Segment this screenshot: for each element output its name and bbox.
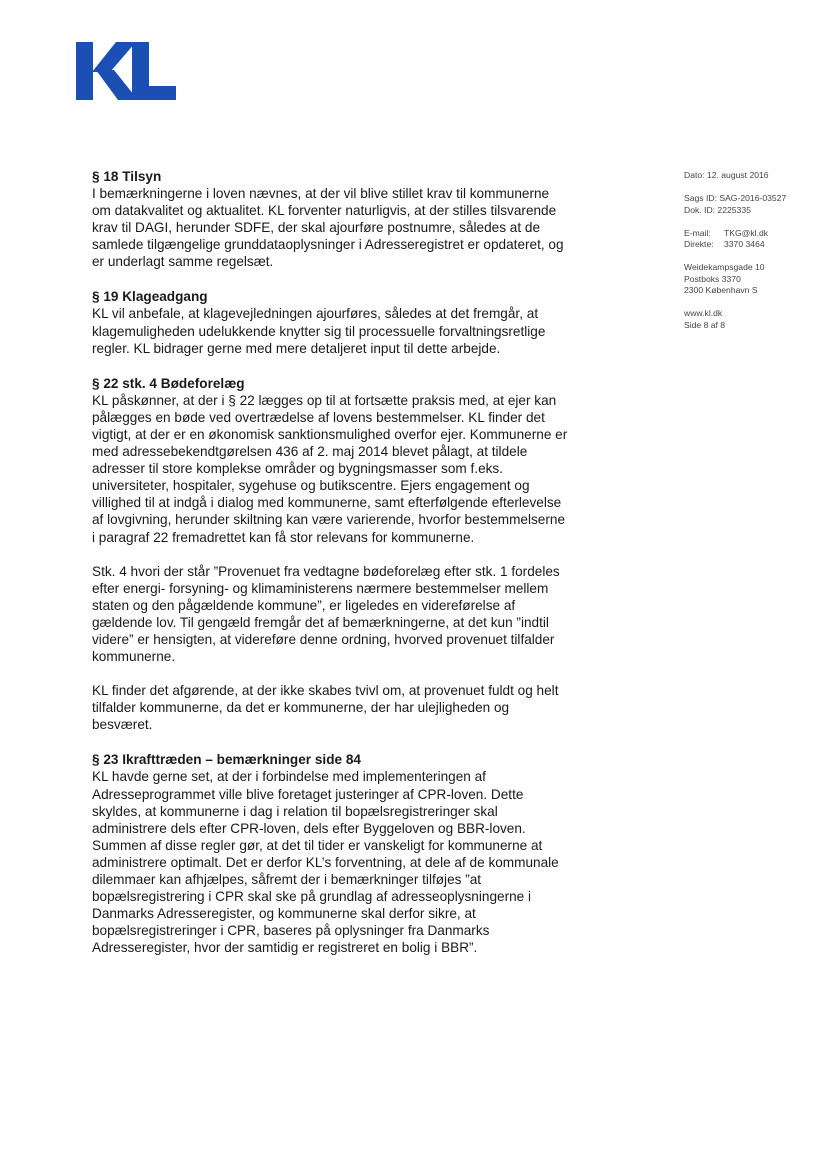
letter-meta — [684, 170, 814, 343]
phone-value: 3370 3464 — [724, 239, 765, 250]
email-row — [684, 228, 814, 239]
section-paragraph: KL påskønner, at der i § 22 lægges op til at fortsætte praksis med, at ejer kan pålægges en bøde ved overtrædelse af lovens bestemmelser. KL finder det vigtigt, at der er en økonomisk sanktionsmulighed overfor ejer. Kommunerne er med adressebekendtgørelsen 436 af 2. maj 2014 blevet pålagt, at tildele adresser til store komplekse områder og bygningsmasser som f.eks. universiteter, hospitaler, sygehuse og butikscentre. Ejers engagement og villighed til at indgå i dialog med kommunerne, samt efterfølgende efterlevelse af lovgivning, herunder skiltning kan være varierende, hvorfor bestemmelserne i paragraf 22 fremadrettet kan få stor relevans for kommunerne. — [92, 392, 568, 545]
address-line-1: Weidekampsgade 10 — [684, 262, 765, 273]
section-paragraph: Stk. 4 hvori der står ”Provenuet fra vedtagne bødeforelæg efter stk. 1 fordeles efter energi- forsyning- og klimaministerens nærmere bestemmelser mellem staten og den pågældende kommune”, er ligeledes en videreførelse af gældende lov. Til gengæld fremgår det af bemærkningerne, at det kun ”indtil videre” er hensigten, at videreføre denne ordning, hvorved provenuet tilfalder kommunerne. — [92, 563, 560, 665]
kl-logo — [76, 40, 176, 104]
email-label: E-mail: — [684, 227, 711, 238]
document-id: Dok. ID: 2225335 — [684, 204, 751, 215]
email-value[interactable]: TKG@kl.dk — [724, 227, 769, 238]
section-klageadgang — [92, 288, 570, 356]
website-link[interactable]: www.kl.dk — [684, 308, 723, 319]
phone-row — [684, 239, 814, 250]
section-heading: § 23 Ikrafttræden – bemærkninger side 84 — [92, 752, 361, 768]
section-boedeforelaeg — [92, 375, 570, 734]
page-number: Side 8 af 8 — [684, 319, 726, 330]
section-ikrafttraeden — [92, 751, 570, 956]
section-paragraph: I bemærkningerne i loven nævnes, at der vil blive stillet krav til kommunerne om datakvalitet og aktualitet. KL forventer naturligvis, at der stilles tilsvarende krav til DAGI, herunder SDFE, der skal ajourføre postnumre, således at de samlede tilgængelige grunddataoplysninger i Adresseregistret er opdateret, og er underlagt samme regelsæt. — [92, 186, 564, 270]
date: Dato: 12. august 2016 — [684, 170, 769, 180]
section-paragraph: KL vil anbefale, at klagevejledningen ajourføres, således at det fremgår, at klagemuligheden udelukkende knytter sig til processuelle forvaltningsretlige regler. KL bidrager gerne med mere detaljeret input til dette arbejde. — [92, 306, 546, 356]
address-line-2: Postboks 3370 — [684, 273, 741, 284]
section-heading: § 22 stk. 4 Bødeforelæg — [92, 375, 245, 391]
section-heading: § 18 Tilsyn — [92, 169, 162, 184]
section-paragraph: KL finder det afgørende, at der ikke skabes tvivl om, at provenuet fuldt og helt tilfalder kommunerne, da det er kommunerne, der har ulejligheden og besværet. — [92, 683, 559, 733]
letter-body — [92, 168, 570, 974]
section-tilsyn — [92, 168, 570, 270]
case-id: Sags ID: SAG-2016-03527 — [684, 193, 787, 204]
section-paragraph: KL havde gerne set, at der i forbindelse med implementeringen af Adresseprogrammet ville blive foretaget justeringer af CPR-loven. Dette skyldes, at kommunerne i dag i relation til bopælsregistreringer skal administrere dels efter CPR-loven, dels efter Byggeloven og BBR-loven. Summen af disse regler gør, at det til tider er vanskeligt for kommunerne at administrere optimalt. Det er derfor KL’s forventning, at dele af de kommunale dilemmaer kan afhjælpes, såfremt der i bemærkninger tilføjes ”at bopælsregistrering i CPR skal ske på grundlag af adresseoplysningerne i Danmarks Adresseregister, og kommunerne skal derfor sikre, at bopælsregistreringer i CPR, baseres på oplysninger fra Danmarks Adresseregister, hvor der samtidig er registreret en bolig i BBR”. — [92, 769, 559, 956]
phone-label: Direkte: — [684, 239, 714, 250]
address-line-3: 2300 København S — [684, 285, 758, 296]
section-heading: § 19 Klageadgang — [92, 289, 208, 305]
